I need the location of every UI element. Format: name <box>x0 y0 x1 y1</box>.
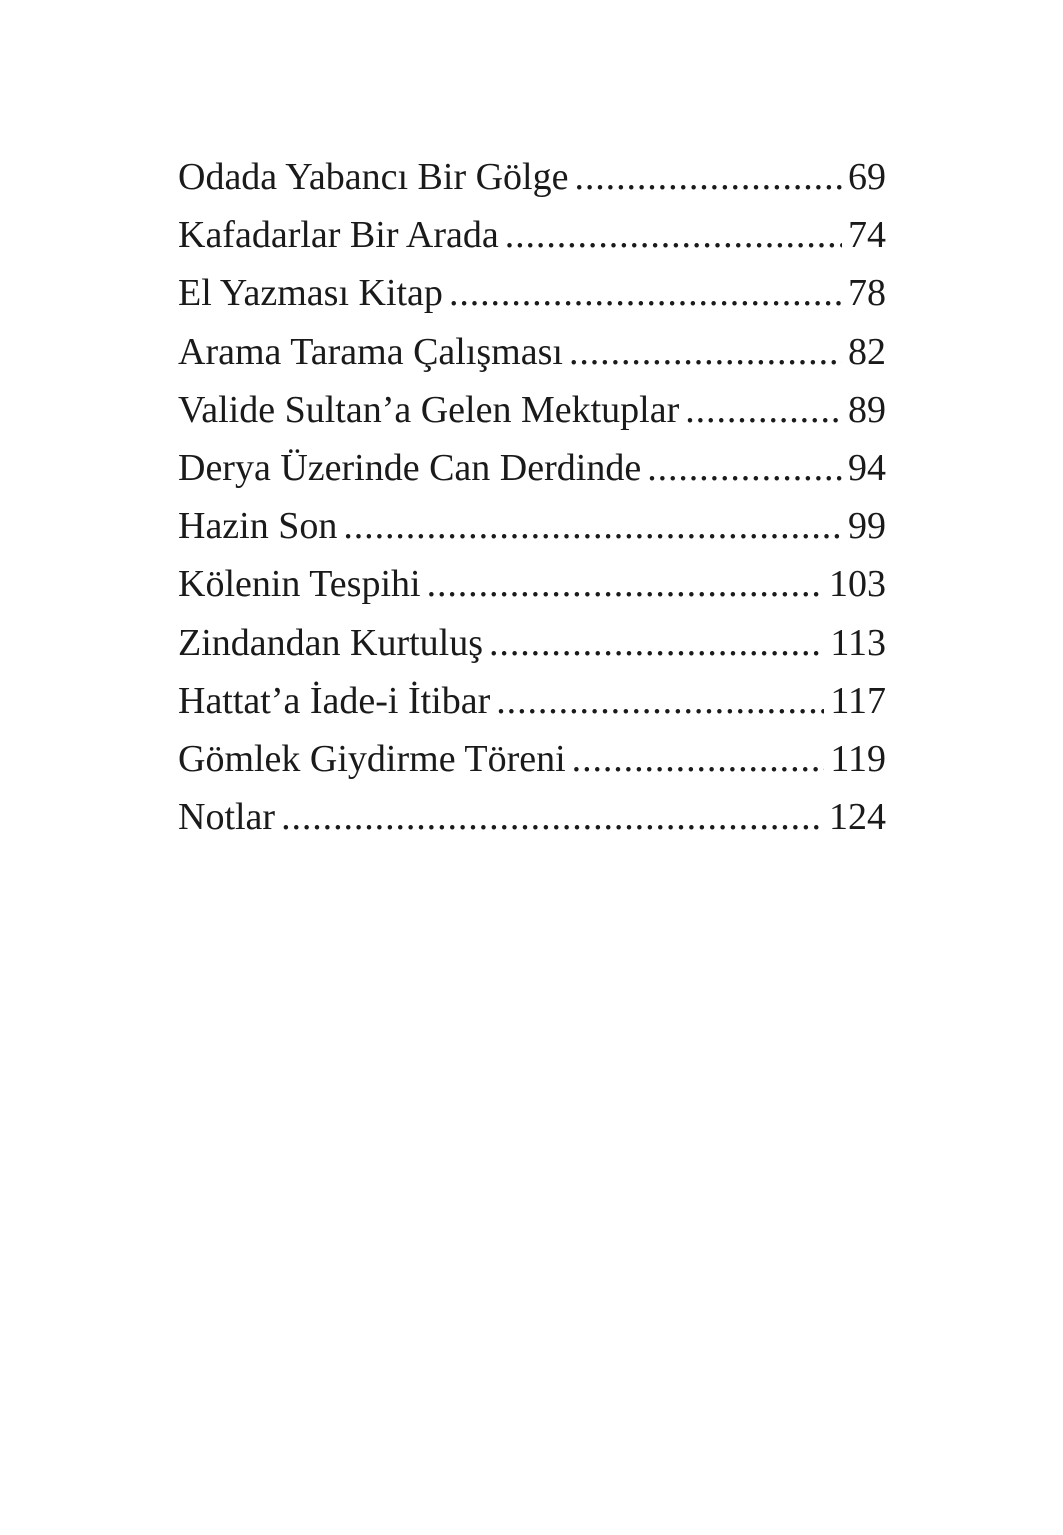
toc-entry <box>178 206 886 264</box>
toc-entry-page: 78 <box>848 272 886 315</box>
toc-entry-page: 103 <box>829 563 886 606</box>
toc-entry <box>178 323 886 381</box>
toc-entry-title: Derya Üzerinde Can Derdinde <box>178 446 642 489</box>
toc-entry-title: Kafadarlar Bir Arada <box>178 214 499 257</box>
toc-dot-leader <box>449 264 842 322</box>
toc-entry <box>178 614 886 672</box>
table-of-contents <box>178 148 886 846</box>
toc-entry <box>178 381 886 439</box>
toc-entry <box>178 788 886 846</box>
toc-dot-leader <box>281 788 823 846</box>
toc-entry-page: 69 <box>848 156 886 198</box>
toc-dot-leader <box>574 148 842 206</box>
toc-entry-title: Kölenin Tespihi <box>178 563 421 606</box>
toc-entry-title: El Yazması Kitap <box>178 272 443 315</box>
toc-dot-leader <box>489 614 824 672</box>
toc-entry <box>178 672 886 730</box>
toc-entry-title: Zindandan Kurtuluş <box>178 621 484 664</box>
toc-entry <box>178 439 886 497</box>
toc-dot-leader <box>427 555 823 613</box>
toc-entry-page: 82 <box>848 330 886 373</box>
toc-entry <box>178 730 886 788</box>
toc-dot-leader <box>496 672 824 730</box>
toc-entry-page: 119 <box>830 737 886 780</box>
toc-entry-title: Odada Yabancı Bir Gölge <box>178 156 569 198</box>
toc-entry-title: Valide Sultan’a Gelen Mektuplar <box>178 388 680 431</box>
toc-entry-title: Hazin Son <box>178 505 338 548</box>
toc-dot-leader <box>343 497 842 555</box>
toc-dot-leader <box>569 323 842 381</box>
toc-dot-leader <box>647 439 842 497</box>
toc-entry-page: 99 <box>848 505 886 548</box>
toc-entry-page: 113 <box>830 621 886 664</box>
toc-entry-title: Notlar <box>178 796 276 839</box>
toc-dot-leader <box>505 206 842 264</box>
toc-entry-page: 89 <box>848 388 886 431</box>
toc-entry-page: 124 <box>829 796 886 839</box>
toc-entry-title: Gömlek Giydirme Töreni <box>178 737 566 780</box>
toc-entry <box>178 148 886 206</box>
toc-dot-leader <box>685 381 842 439</box>
toc-entry-title: Hattat’a İade-i İtibar <box>178 679 491 722</box>
toc-entry <box>178 555 886 613</box>
toc-entry <box>178 264 886 322</box>
toc-entry-page: 94 <box>848 446 886 489</box>
toc-entry-title: Arama Tarama Çalışması <box>178 330 563 373</box>
toc-dot-leader <box>572 730 825 788</box>
toc-entry-page: 74 <box>848 214 886 257</box>
toc-entry <box>178 497 886 555</box>
toc-entry-page: 117 <box>830 679 886 722</box>
